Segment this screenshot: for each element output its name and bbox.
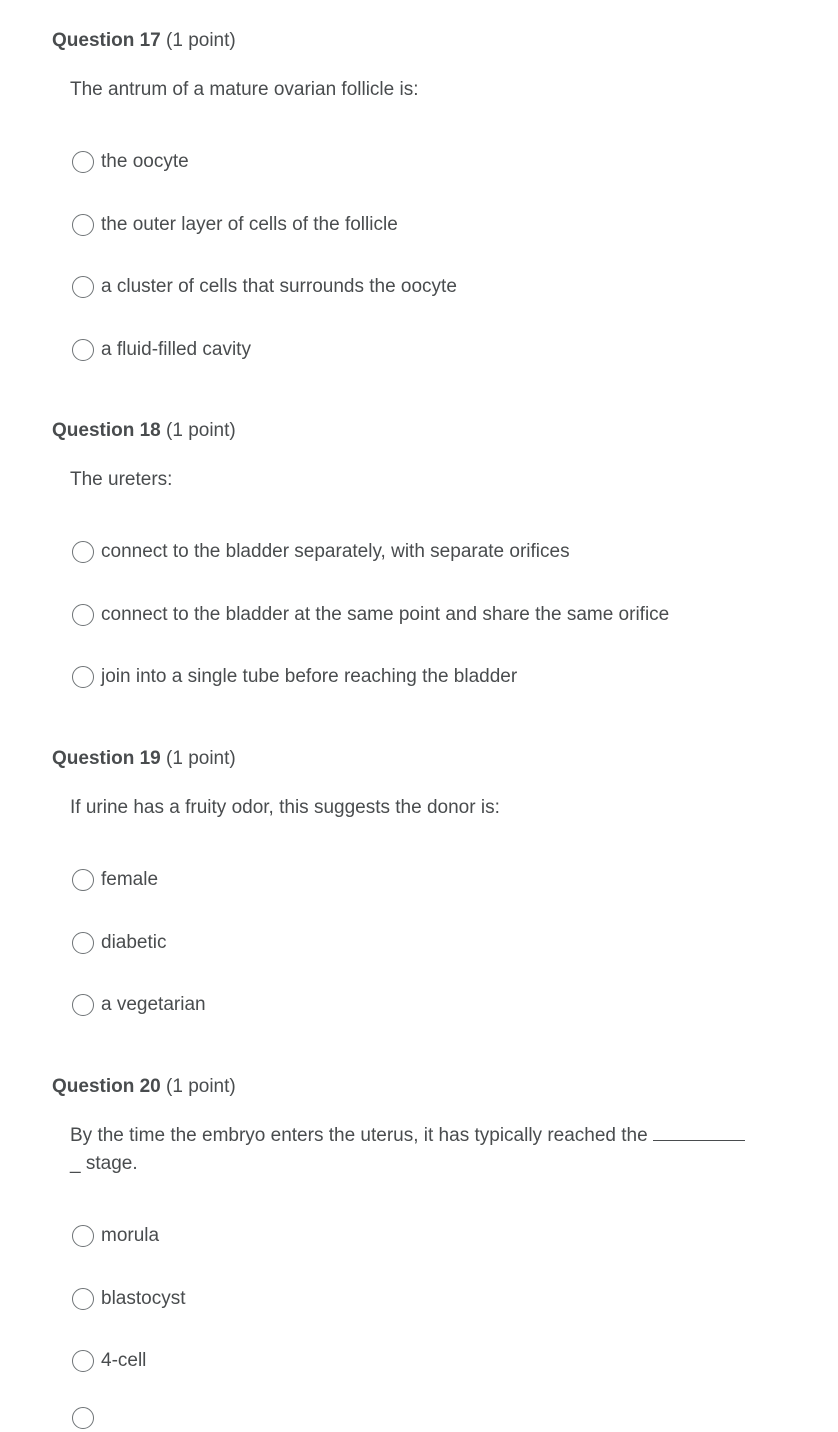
question-title: Question 17 <box>52 30 161 51</box>
question-text: The antrum of a mature ovarian follicle is: <box>70 79 419 100</box>
question-text-line: _ stage. <box>70 1153 138 1174</box>
answer-option[interactable] <box>72 1285 185 1313</box>
radio-button[interactable] <box>72 994 94 1016</box>
question-text: If urine has a fruity odor, this suggests the donor is: <box>70 797 500 818</box>
answer-option[interactable] <box>72 1222 159 1250</box>
answer-option[interactable] <box>72 273 457 301</box>
answer-option[interactable] <box>72 336 251 364</box>
question-title: Question 18 <box>52 420 161 441</box>
answer-option[interactable] <box>72 538 570 566</box>
question-text-line <box>70 1122 786 1150</box>
answer-label: connect to the bladder at the same point and share the same orifice <box>101 604 670 625</box>
answer-option[interactable] <box>72 866 158 894</box>
answer-label: female <box>101 869 159 890</box>
question-title: Question 20 <box>52 1076 161 1097</box>
answer-option[interactable] <box>72 929 167 957</box>
radio-button[interactable] <box>72 541 94 563</box>
question-points: (1 point) <box>166 748 236 769</box>
answer-label: blastocyst <box>101 1288 186 1309</box>
answer-label: connect to the bladder separately, with separate orifices <box>101 541 570 562</box>
radio-button[interactable] <box>72 1350 94 1372</box>
question-points: (1 point) <box>166 30 236 51</box>
answer-option[interactable] <box>72 1347 146 1375</box>
answer-label: a fluid-filled cavity <box>101 339 251 360</box>
question-text <box>70 1122 786 1178</box>
answer-label: a cluster of cells that surrounds the oocyte <box>101 276 457 297</box>
radio-button[interactable] <box>72 932 94 954</box>
question-header <box>52 29 236 53</box>
question-header <box>52 1075 236 1099</box>
radio-button[interactable] <box>72 1288 94 1310</box>
answer-option[interactable] <box>72 601 669 629</box>
question-text-part: By the time the embryo enters the uterus, it has typically reached the <box>70 1125 648 1146</box>
answer-label: morula <box>101 1225 160 1246</box>
answer-label: the outer layer of cells of the follicle <box>101 214 398 235</box>
radio-button[interactable] <box>72 276 94 298</box>
radio-button[interactable] <box>72 214 94 236</box>
answer-label: a vegetarian <box>101 994 206 1015</box>
answer-label: 4-cell <box>101 1350 147 1371</box>
radio-button[interactable] <box>72 869 94 891</box>
radio-button[interactable] <box>72 339 94 361</box>
radio-button[interactable] <box>72 1225 94 1247</box>
answer-option-partial[interactable] <box>72 1404 101 1432</box>
answer-option[interactable] <box>72 663 517 691</box>
question-points: (1 point) <box>166 1076 236 1097</box>
question-text: The ureters: <box>70 469 173 490</box>
question-points: (1 point) <box>166 420 236 441</box>
question-header <box>52 747 236 771</box>
answer-option[interactable] <box>72 991 206 1019</box>
answer-label: the oocyte <box>101 151 189 172</box>
question-header <box>52 419 236 443</box>
radio-button[interactable] <box>72 151 94 173</box>
question-title: Question 19 <box>52 748 161 769</box>
answer-label: diabetic <box>101 932 167 953</box>
answer-label: join into a single tube before reaching the bladder <box>101 666 518 687</box>
fill-in-blank <box>653 1122 745 1141</box>
radio-button[interactable] <box>72 666 94 688</box>
radio-button[interactable] <box>72 604 94 626</box>
radio-button[interactable] <box>72 1407 94 1429</box>
answer-option[interactable] <box>72 148 189 176</box>
answer-option[interactable] <box>72 211 398 239</box>
